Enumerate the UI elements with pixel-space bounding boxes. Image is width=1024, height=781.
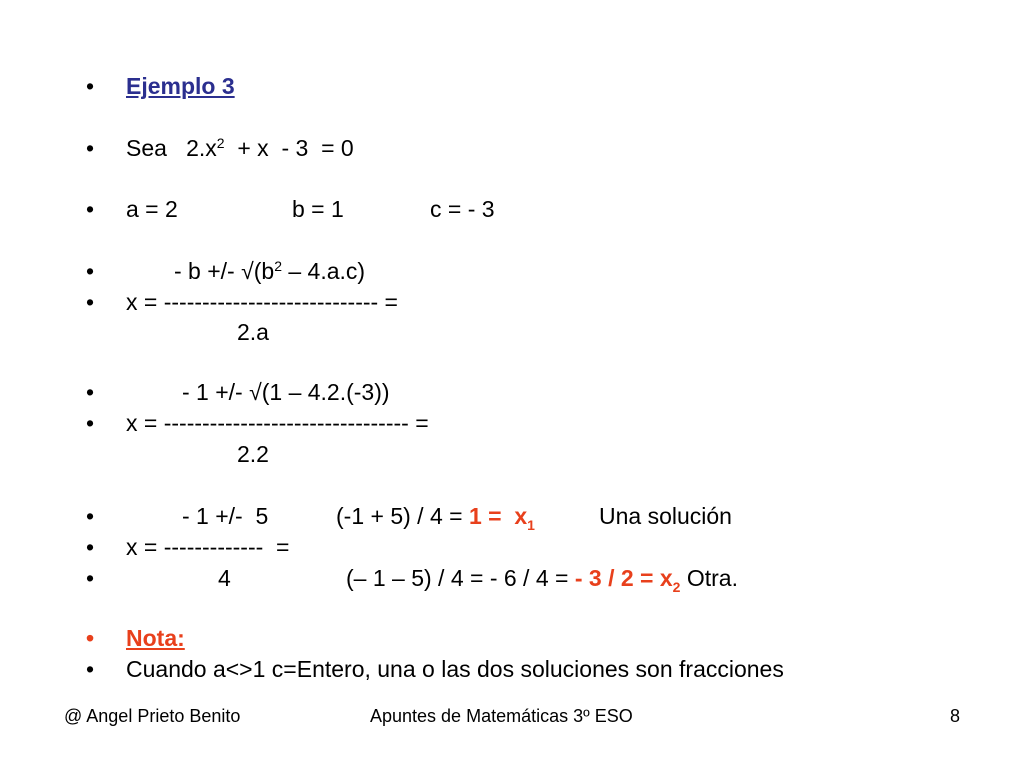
bullet: • <box>86 135 95 161</box>
footer-author: @ Angel Prieto Benito <box>64 706 241 726</box>
solution-2-label: Otra. <box>680 565 738 591</box>
coefficient-a: a = 2 <box>126 196 178 222</box>
solution-2-line <box>0 562 738 595</box>
coefficients-line <box>0 193 495 225</box>
equation-exponent: 2 <box>216 135 225 151</box>
solution-1 <box>336 500 535 532</box>
coefficient-b: b = 1 <box>292 196 344 222</box>
solutions-numerator: - 1 +/- 5 <box>182 503 269 529</box>
bullet: • <box>86 534 95 560</box>
bullet: • <box>86 73 95 99</box>
substitution-numerator: - 1 +/- √(1 – 4.2.(-3)) <box>182 379 390 405</box>
equation <box>126 132 354 164</box>
substitution-denominator: 2.2 <box>237 441 269 467</box>
note-text-line <box>0 653 784 685</box>
substitution-fraction-line <box>0 407 429 439</box>
formula-numerator-line <box>0 255 366 287</box>
formula-exponent: 2 <box>274 258 282 274</box>
equation-suffix: + x - 3 = 0 <box>224 135 354 161</box>
slide-title: Ejemplo 3 <box>126 73 235 99</box>
solution-1-line <box>0 500 732 533</box>
coefficient-c: c = - 3 <box>430 196 495 222</box>
solution-2-value: - 3 / 2 = x <box>574 565 673 591</box>
formula-numerator-pre: - b +/- √(b <box>174 258 275 284</box>
solution-2-result <box>574 565 681 595</box>
footer-course: Apuntes de Matemáticas 3º ESO <box>370 706 633 726</box>
bullet: • <box>86 289 95 315</box>
note-label-line <box>0 622 185 654</box>
solutions-denominator: 4 <box>218 565 231 591</box>
formula-fraction: x = ---------------------------- = <box>126 289 398 315</box>
solution-2 <box>346 562 738 594</box>
bullet: • <box>86 258 95 284</box>
bullet: • <box>86 625 95 651</box>
solutions-fraction: x = ------------- = <box>126 534 290 560</box>
solutions-fraction-line <box>0 531 290 563</box>
title-line <box>0 70 235 102</box>
formula-numerator <box>174 255 365 287</box>
equation-line <box>0 132 354 164</box>
solution-1-subscript: 1 <box>527 517 535 533</box>
note-text: Cuando a<>1 c=Entero, una o las dos soluciones son fracciones <box>126 656 784 682</box>
substitution-denominator-line <box>0 438 269 470</box>
solution-2-expression: (– 1 – 5) / 4 = - 6 / 4 = <box>346 565 575 591</box>
formula-numerator-post: – 4.a.c) <box>281 258 366 284</box>
formula-fraction-line <box>0 286 398 318</box>
equation-prefix: Sea 2.x <box>126 135 217 161</box>
bullet: • <box>86 379 95 405</box>
solution-1-expression: (-1 + 5) / 4 = <box>336 503 469 529</box>
solution-1-label: Una solución <box>599 503 732 529</box>
bullet: • <box>86 503 95 529</box>
bullet: • <box>86 656 95 682</box>
note-label: Nota: <box>126 625 185 651</box>
bullet: • <box>86 410 95 436</box>
bullet: • <box>86 196 95 222</box>
solution-1-value: 1 = x <box>468 503 528 529</box>
substitution-fraction: x = -------------------------------- = <box>126 410 429 436</box>
bullet: • <box>86 565 95 591</box>
solution-2-subscript: 2 <box>672 579 681 595</box>
formula-denominator: 2.a <box>237 319 269 345</box>
footer-page-number: 8 <box>950 706 961 726</box>
substitution-numerator-line <box>0 376 390 408</box>
solution-1-result <box>468 503 535 533</box>
formula-denominator-line <box>0 316 269 348</box>
